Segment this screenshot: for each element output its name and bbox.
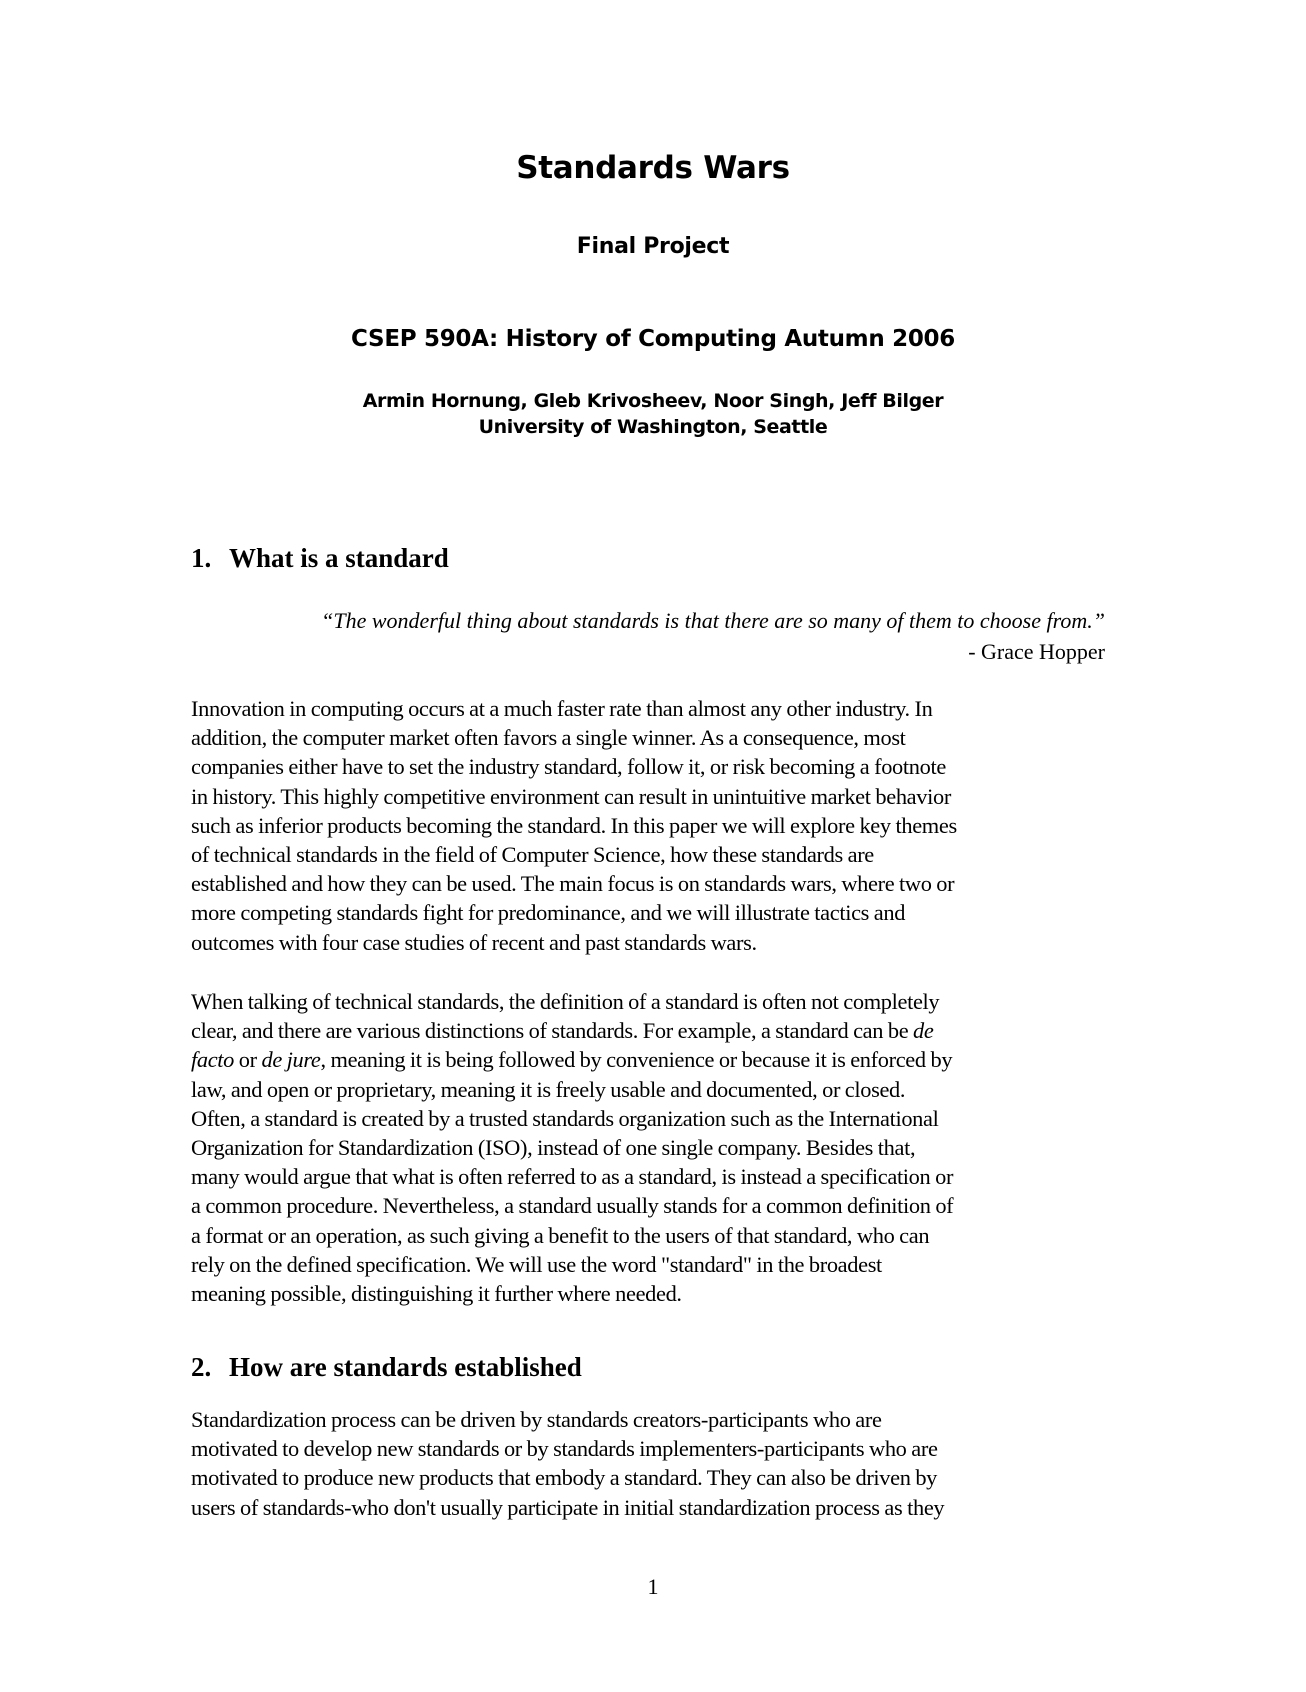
text-line: motivated to develop new standards or by standards implementers-participants who are: [191, 1436, 938, 1462]
text-line: in history. This highly competitive environment can result in unintuitive market behavior: [191, 783, 951, 809]
text-run: , meaning it is being followed by convenience or because it is enforced by: [320, 1047, 953, 1073]
text-line: Often, a standard is created by a trusted standards organization such as the International: [191, 1105, 939, 1131]
epigraph-author: - Grace Hopper: [968, 639, 1105, 664]
italic-term: de: [913, 1018, 934, 1044]
text-line: a common procedure. Nevertheless, a standard usually stands for a common definition of: [191, 1193, 954, 1219]
text-line: of technical standards in the field of Computer Science, how these standards are: [191, 842, 874, 868]
epigraph: [160, 605, 1105, 667]
text-line: more competing standards fight for predominance, and we will illustrate tactics and: [191, 900, 906, 926]
paragraph-2: [191, 987, 1116, 1308]
italic-term: facto: [191, 1047, 235, 1073]
paragraph-3: [191, 1405, 1116, 1522]
course-title: CSEP 590A: History of Computing Autumn 2006: [351, 326, 955, 352]
affiliation: University of Washington, Seattle: [478, 416, 828, 438]
text-run: or: [234, 1047, 262, 1073]
text-line: [191, 1016, 1116, 1045]
paragraph-1: [191, 694, 1116, 957]
epigraph-quote: “The wonderful thing about standards is that there are so many of them to choose from.”: [321, 608, 1105, 633]
text-line: law, and open or proprietary, meaning it is freely usable and documented, or closed.: [191, 1076, 906, 1102]
text-line: companies either have to set the industry standard, follow it, or risk becoming a footnote: [191, 754, 946, 780]
section-title: How are standards established: [229, 1352, 582, 1382]
text-line: meaning possible, distinguishing it further where needed.: [191, 1281, 682, 1307]
section-number: 2.: [191, 1352, 212, 1382]
section-title: What is a standard: [229, 543, 449, 573]
text-line: rely on the defined specification. We will use the word "standard" in the broadest: [191, 1251, 882, 1277]
text-line: addition, the computer market often favors a single winner. As a consequence, most: [191, 725, 906, 751]
section-number: 1.: [191, 543, 212, 573]
text-run: clear, and there are various distinctions of standards. For example, a standard can be: [191, 1018, 914, 1044]
text-line: a format or an operation, as such giving a benefit to the users of that standard, who can: [191, 1222, 930, 1248]
section-heading-2: [191, 1352, 582, 1383]
text-line: Organization for Standardization (ISO), instead of one single company. Besides that,: [191, 1135, 916, 1161]
document-title: Standards Wars: [516, 150, 790, 186]
text-line: such as inferior products becoming the standard. In this paper we will explore key themes: [191, 812, 957, 838]
text-line: [191, 1045, 1116, 1074]
text-line: motivated to produce new products that embody a standard. They can also be driven by: [191, 1465, 938, 1491]
italic-term: de jure: [261, 1047, 321, 1073]
text-line: outcomes with four case studies of recent and past standards wars.: [191, 929, 757, 955]
text-line: When talking of technical standards, the definition of a standard is often not completely: [191, 989, 940, 1014]
text-line: Standardization process can be driven by standards creators-participants who are: [191, 1407, 882, 1432]
section-heading-1: [191, 543, 449, 574]
text-line: established and how they can be used. The main focus is on standards wars, where two or: [191, 871, 955, 897]
author-block: [0, 388, 1306, 440]
text-line: Innovation in computing occurs at a much faster rate than almost any other industry. In: [191, 696, 933, 721]
document-subtitle: Final Project: [576, 234, 730, 259]
text-line: users of standards-who don't usually participate in initial standardization process as they: [191, 1494, 945, 1520]
text-line: many would argue that what is often referred to as a standard, is instead a specification or: [191, 1164, 954, 1190]
author-list: Armin Hornung, Gleb Krivosheev, Noor Singh, Jeff Bilger: [362, 390, 944, 412]
page-number: 1: [647, 1574, 659, 1599]
